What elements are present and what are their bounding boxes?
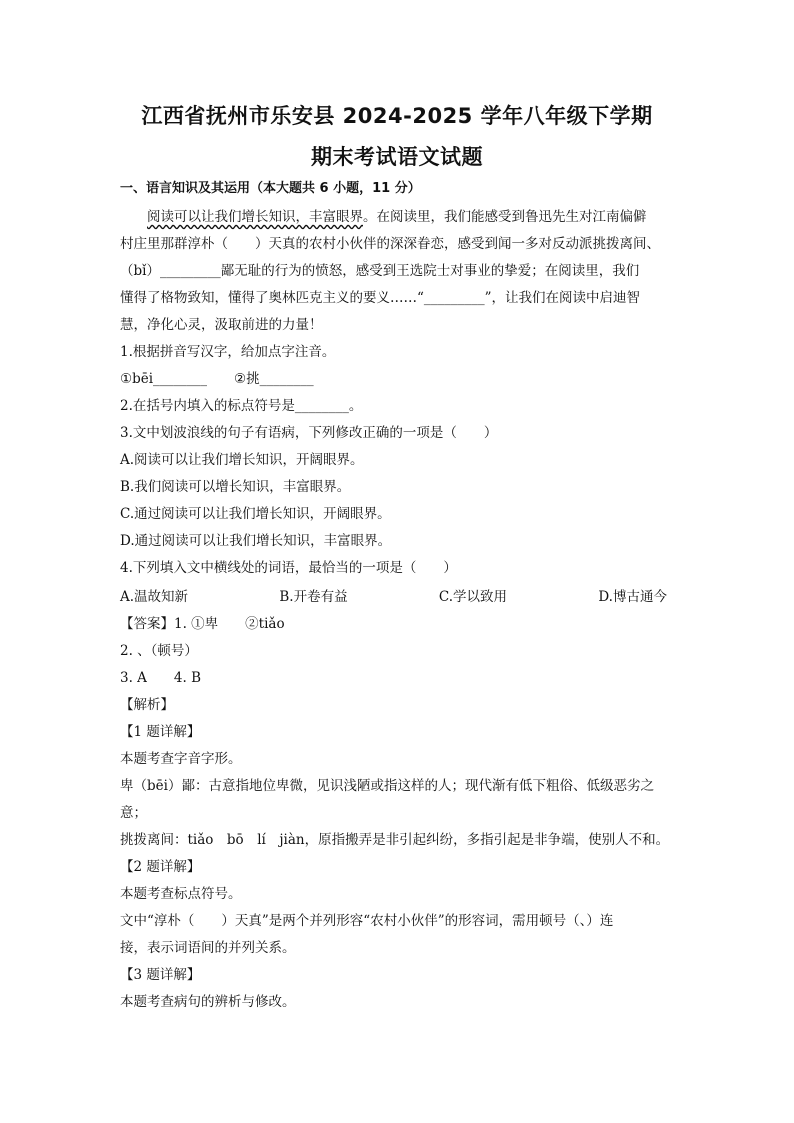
document-title-line2: 期末考试语文试题: [311, 145, 483, 169]
passage-line-1: [147, 208, 680, 226]
analysis-q1-text-4: 挑拨离间：tiǎo bō lí jiàn，原指搬弄是非引起纠纷，多指引起是非争端，使别人不和。: [120, 832, 670, 848]
question-4-option-a: A.温故知新: [120, 589, 189, 605]
analysis-q1-text-2: 卑（bēi）鄙：古意指地位卑微，见识浅陋或指这样的人；现代渐有低下粗俗、低级恶劣之: [120, 778, 654, 794]
analysis-q3-heading: 【3 题详解】: [120, 967, 201, 983]
analysis-q2-text-3: 接，表示词语间的并列关系。: [120, 940, 296, 956]
analysis-q2-text-2: 文中“淳朴（ ）天真”是两个并列形容“农村小伙伴”的形容词，需用顿号（、）连: [120, 913, 614, 929]
question-2: 2.在括号内填入的标点符号是________。: [120, 398, 363, 414]
answer-line-2: 2. 、（顿号）: [120, 643, 198, 659]
document-title-line1: 江西省抚州市乐安县 2024-2025 学年八年级下学期: [141, 104, 653, 128]
answer-line-3: 3. A 4. B: [120, 670, 202, 686]
question-4-options: [120, 588, 680, 606]
question-1-blanks: ①bēi________ ②挑________: [120, 371, 314, 387]
analysis-q2-heading: 【2 题详解】: [120, 859, 201, 875]
wavy-underlined-sentence: 阅读可以让我们增长知识，丰富眼界: [147, 209, 363, 225]
question-3-option-d: D.通过阅读可以让我们增长知识，丰富眼界。: [120, 533, 392, 549]
analysis-q3-text-1: 本题考查病句的辨析与修改。: [120, 994, 296, 1010]
passage-line-4: 懂得了格物致知，懂得了奥林匹克主义的要义……“_________”，让我们在阅读中启迪智: [120, 290, 641, 306]
question-4-option-c: C.学以致用: [438, 589, 508, 605]
question-4-option-b: B.开卷有益: [279, 589, 348, 605]
section-heading: 一、语言知识及其运用（本大题共 6 小题，11 分）: [120, 181, 421, 196]
passage-line-3: （bǐ）_________鄙无耻的行为的愤怒，感受到王选院士对事业的挚爱；在阅读里，我们: [120, 263, 640, 279]
passage-line-5: 慧，净化心灵，汲取前进的力量！: [120, 317, 323, 333]
analysis-heading: 【解析】: [120, 697, 174, 713]
question-3-option-c: C.通过阅读可以让我们增长知识，开阔眼界。: [120, 506, 391, 522]
question-1: 1.根据拼音写汉字，给加点字注音。: [120, 344, 336, 360]
passage-line-2: 村庄里那群淳朴（ ）天真的农村小伙伴的深深眷恋，感受到闻一多对反动派挑拨离间、: [120, 236, 660, 252]
analysis-q1-text-3: 意；: [120, 805, 147, 821]
question-3-option-b: B.我们阅读可以增长知识，丰富眼界。: [120, 479, 351, 495]
analysis-q2-text-1: 本题考查标点符号。: [120, 886, 242, 902]
passage-line-1-rest: 。在阅读里，我们能感受到鲁迅先生对江南偏僻: [363, 209, 647, 225]
analysis-q1-heading: 【1 题详解】: [120, 724, 201, 740]
answer-line-1: 【答案】1. ①卑 ②tiǎo: [120, 616, 285, 632]
question-3: 3.文中划波浪线的句子有语病，下列修改正确的一项是（ ）: [120, 425, 498, 441]
question-4-option-d: D.博古通今: [598, 589, 667, 605]
analysis-q1-text-1: 本题考查字音字形。: [120, 751, 242, 767]
question-4: 4.下列填入文中横线处的词语，最恰当的一项是（ ）: [120, 560, 457, 576]
question-3-option-a: A.阅读可以让我们增长知识，开阔眼界。: [120, 452, 364, 468]
